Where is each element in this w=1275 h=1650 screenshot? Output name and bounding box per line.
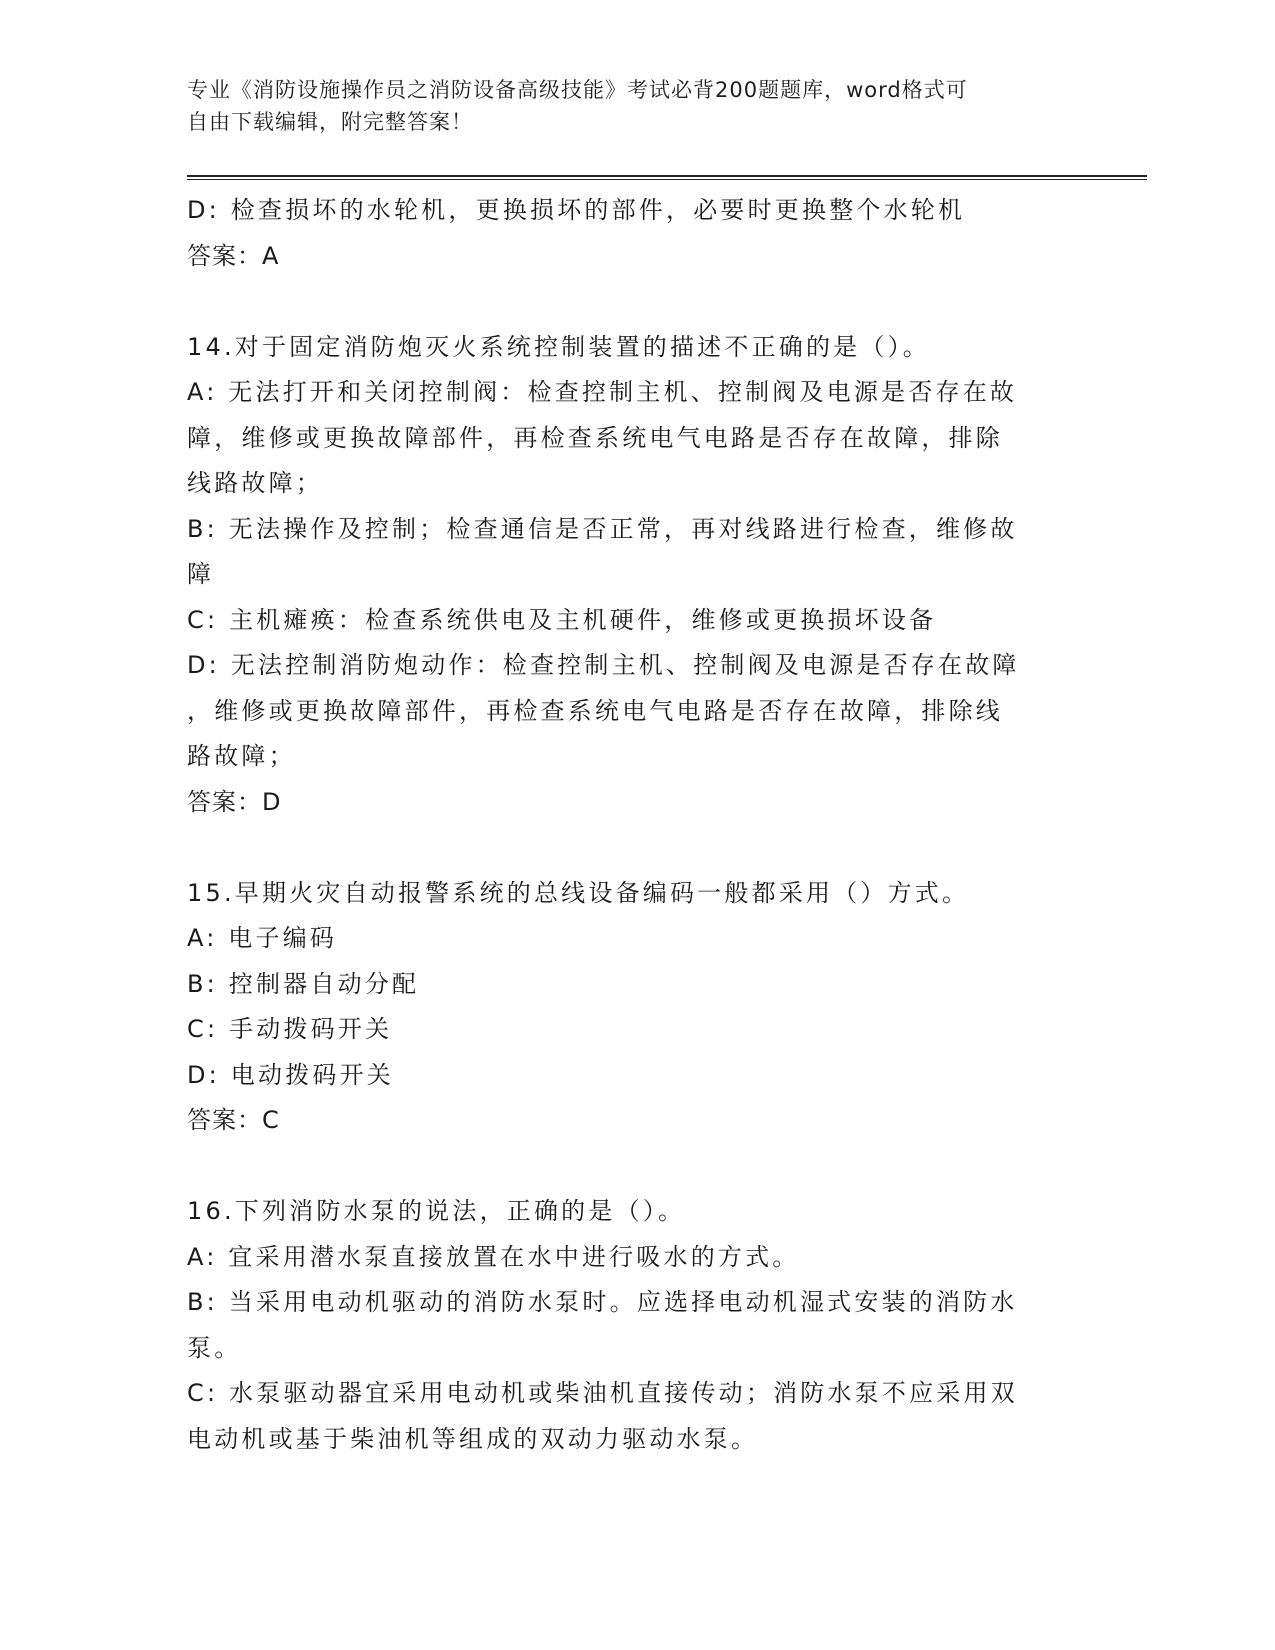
option-c: C: 手动拨码开关 bbox=[187, 1015, 393, 1043]
answer-line: 答案：D bbox=[187, 787, 282, 816]
option-d-line: D: 无法控制消防炮动作：检查控制主机、控制阀及电源是否存在故障 bbox=[187, 651, 1020, 679]
option-c: C: 主机瘫痪：检查系统供电及主机硬件，维修或更换损坏设备 bbox=[187, 605, 937, 634]
option-d: D: 电动拨码开关 bbox=[187, 1060, 394, 1089]
option-a-line: 线路故障； bbox=[187, 469, 323, 497]
option-b-line: 泵。 bbox=[187, 1333, 242, 1362]
answer-line: 答案：A bbox=[187, 241, 280, 270]
question-spacer bbox=[187, 1144, 1077, 1190]
option-a: A: 电子编码 bbox=[187, 924, 338, 952]
header-line-2: 自由下载编辑，附完整答案！ bbox=[187, 110, 473, 134]
option-c-line: 电动机或基于柴油机等组成的双动力驱动水泵。 bbox=[187, 1424, 759, 1453]
question-block-13 bbox=[187, 188, 1077, 279]
question-block-15 bbox=[187, 871, 1077, 1144]
question-stem: 14.对于固定消防炮灭火系统控制装置的描述不正确的是（）。 bbox=[187, 332, 930, 361]
question-stem: 16.下列消防水泵的说法，正确的是（）。 bbox=[187, 1197, 686, 1225]
header-divider bbox=[187, 175, 1147, 180]
question-stem: 15.早期火灾自动报警系统的总线设备编码一般都采用（）方式。 bbox=[187, 878, 970, 907]
option-d-line: 路故障； bbox=[187, 742, 296, 770]
page-header bbox=[187, 74, 1067, 138]
option-b-line: B: 无法操作及控制；检查通信是否正常，再对线路进行检查，维修故 bbox=[187, 514, 1018, 543]
option-b-line: B: 当采用电动机驱动的消防水泵时。应选择电动机湿式安装的消防水 bbox=[187, 1288, 1018, 1316]
option-a-line: 障，维修或更换故障部件，再检查系统电气电路是否存在故障，排除 bbox=[187, 423, 1003, 452]
header-line-1: 专业《消防设施操作员之消防设备高级技能》考试必背200题题库，word格式可 bbox=[187, 78, 968, 102]
answer-line: 答案：C bbox=[187, 1106, 280, 1134]
option-d-line: ，维修或更换故障部件，再检查系统电气电路是否存在故障，排除线 bbox=[187, 696, 1003, 725]
option-b-line: 障 bbox=[187, 560, 215, 588]
option-b: B: 控制器自动分配 bbox=[187, 969, 420, 998]
option-d: D: 检查损坏的水轮机，更换损坏的部件，必要时更换整个水轮机 bbox=[187, 196, 966, 224]
question-block-14 bbox=[187, 325, 1077, 826]
option-a: A: 宜采用潜水泵直接放置在水中进行吸水的方式。 bbox=[187, 1242, 800, 1271]
option-c-line: C: 水泵驱动器宜采用电动机或柴油机直接传动；消防水泵不应采用双 bbox=[187, 1379, 1018, 1407]
option-a-line: A: 无法打开和关闭控制阀：检查控制主机、控制阀及电源是否存在故 bbox=[187, 378, 1018, 406]
question-block-16 bbox=[187, 1189, 1077, 1462]
question-spacer bbox=[187, 825, 1077, 871]
question-spacer bbox=[187, 279, 1077, 325]
question-list bbox=[187, 188, 1077, 1462]
